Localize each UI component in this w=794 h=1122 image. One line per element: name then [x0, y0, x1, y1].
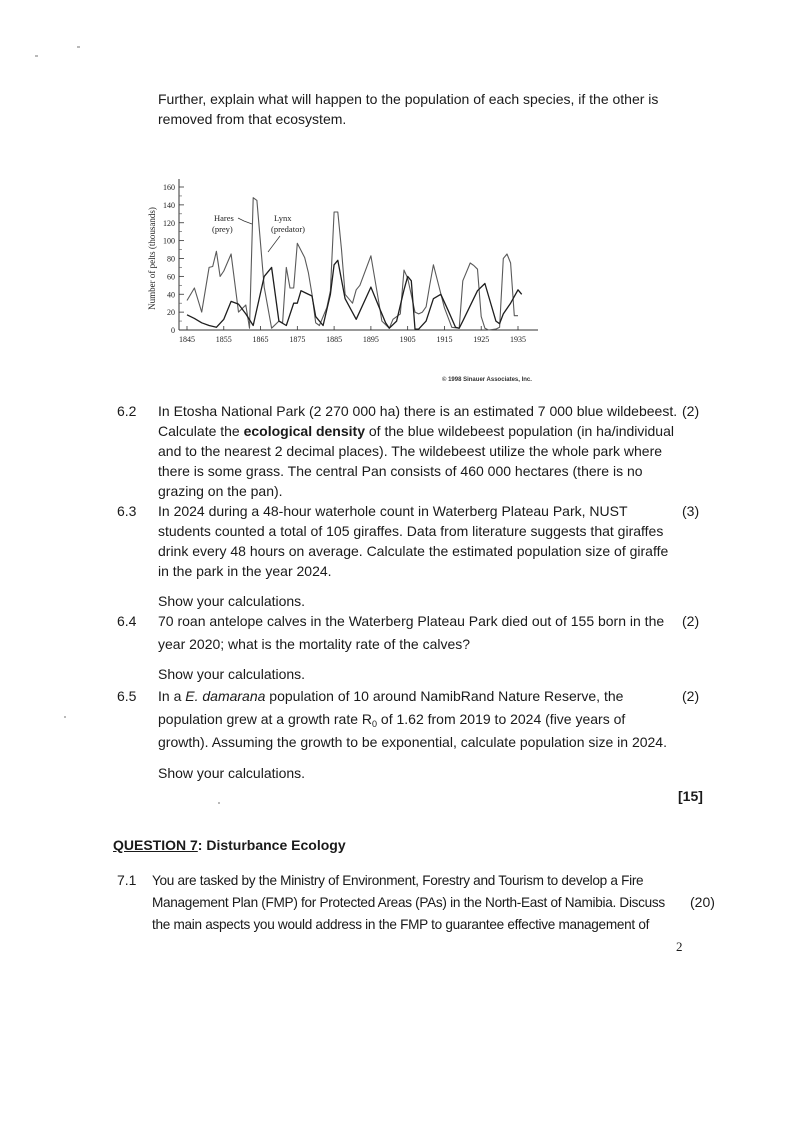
x-tick-label: 1845: [179, 335, 195, 344]
y-tick-label: 140: [163, 200, 175, 210]
text-run: and to the nearest 2 decimal places). The wildebeest utilize the whole park where: [158, 443, 663, 459]
heading-title: : Disturbance Ecology: [197, 837, 346, 853]
lynx-annotation-sub: (predator): [271, 224, 305, 234]
question-marks: (2): [682, 613, 700, 629]
text-line: [158, 686, 674, 706]
y-tick-label: 120: [163, 218, 175, 228]
y-tick-label: 40: [167, 290, 175, 300]
question-marks: (2): [682, 403, 700, 419]
text-run: In Etosha National Park (2 270 000 ha) there is an estimated 7 000 blue wildebeest.: [158, 403, 678, 419]
hares-annotation-sub: (prey): [212, 224, 233, 234]
question-number: 7.1: [117, 872, 137, 888]
chart-credit: © 1998 Sinauer Associates, Inc.: [442, 377, 532, 383]
question-6-3-text: [158, 501, 674, 581]
instruction-line: Show your calculations.: [158, 765, 306, 781]
x-tick-label: 1915: [436, 335, 453, 344]
text-line: [158, 441, 674, 461]
y-axis-label: Number of pelts (thousands): [147, 207, 157, 310]
x-tick-label: 1935: [510, 335, 526, 344]
text-line: Management Plan (FMP) for Protected Areas (PAs) in the North-East of Namibia. Discuss: [152, 895, 665, 910]
text-line: [158, 461, 674, 481]
question-6-4-text-cont: [158, 634, 674, 654]
scan-speck: [77, 46, 80, 48]
text-line: You are tasked by the Ministry of Environment, Forestry and Tourism to develop a Fire: [152, 873, 644, 888]
scan-speck: [64, 716, 66, 718]
question-marks: (2): [682, 688, 700, 704]
y-tick-label: 80: [167, 254, 175, 264]
y-tick-label: 0: [171, 326, 175, 335]
question-7-heading: [113, 835, 346, 855]
question-number: 6.3: [117, 503, 137, 519]
question-6-5-text-2: [158, 709, 674, 729]
instruction-line: Show your calculations.: [158, 666, 306, 682]
text-run: population grew at a growth rate R: [158, 711, 373, 727]
text-run: population of 10 around NamibRand Nature Reserve, the: [265, 688, 624, 704]
species-name: E. damarana: [185, 688, 266, 704]
question-6-3-instruction: [158, 591, 674, 611]
text-line: [158, 709, 674, 729]
question-number: 6.2: [117, 403, 137, 419]
text-line: [158, 421, 674, 441]
question-marks: (20): [690, 894, 715, 910]
question-6-4-instruction: [158, 664, 674, 684]
heading-label: QUESTION 7: [113, 837, 198, 853]
text-line: year 2020; what is the mortality rate of the calves?: [158, 636, 471, 652]
text-line: 70 roan antelope calves in the Waterberg Plateau Park died out of 155 born in the: [158, 613, 665, 629]
x-tick-label: 1925: [473, 335, 490, 344]
text-run: there is some grass. The central Pan consists of 460 000 hectares (there is no: [158, 463, 643, 479]
x-tick-label: 1905: [399, 335, 416, 344]
question-number: 6.4: [117, 613, 137, 629]
question-marks: (3): [682, 503, 700, 519]
text-run: of the blue wildebeest population (in ha/individual: [364, 423, 674, 439]
x-tick-label: 1875: [289, 335, 306, 344]
chart-svg: [140, 172, 560, 362]
lynx-leader: [268, 236, 280, 252]
question-6-2-text: [158, 401, 678, 501]
question-7-1-text: [152, 870, 682, 936]
text-run: of 1.62 from 2019 to 2024 (five years of: [377, 711, 626, 727]
y-tick-label: 60: [167, 272, 175, 282]
text-line: [158, 401, 678, 421]
bold-term: ecological density: [243, 423, 365, 439]
question-6-5-text-3: [158, 732, 674, 752]
question-6-5-instruction: [158, 763, 674, 783]
text-line: [158, 481, 674, 501]
x-tick-label: 1865: [252, 335, 269, 344]
page-number: 2: [676, 939, 683, 954]
x-tick-label: 1855: [215, 335, 232, 344]
text-run: grazing on the pan).: [158, 483, 283, 499]
y-tick-label: 20: [167, 308, 175, 318]
text-line: In 2024 during a 48-hour waterhole count in Waterberg Plateau Park, NUST: [158, 503, 628, 519]
x-tick-label: 1885: [326, 335, 343, 344]
intro-line: Further, explain what will happen to the population of each species, if the other is: [158, 91, 659, 107]
intro-paragraph: [158, 89, 698, 129]
y-tick-label: 160: [163, 183, 175, 192]
text-line: students counted a total of 105 giraffes. Data from literature suggests that giraffes: [158, 523, 664, 539]
scan-speck: [35, 55, 38, 57]
text-line: drink every 48 hours on average. Calculate the estimated population size of giraffe: [158, 543, 669, 559]
x-tick-label: 1895: [362, 335, 379, 344]
y-tick-label: 100: [163, 236, 175, 246]
text-line: the main aspects you would address in the FMP to guarantee effective management of: [152, 917, 650, 932]
predator-prey-chart: [140, 172, 560, 362]
question-6-5-text: [158, 686, 674, 706]
intro-line: removed from that ecosystem.: [158, 111, 347, 127]
text-line: growth). Assuming the growth to be exponential, calculate population size in 2024.: [158, 734, 667, 750]
scan-speck: [218, 802, 220, 804]
section-total: [15]: [678, 788, 703, 804]
text-run: Calculate the: [158, 423, 244, 439]
lynx-annotation: Lynx: [274, 213, 292, 223]
instruction-line: Show your calculations.: [158, 593, 306, 609]
text-line: in the park in the year 2024.: [158, 563, 332, 579]
text-run: In a: [158, 688, 186, 704]
hares-annotation: Hares: [214, 213, 234, 223]
question-6-4-text: [158, 611, 674, 631]
question-number: 6.5: [117, 688, 137, 704]
subscript: 0: [372, 719, 378, 729]
hares-leader: [238, 218, 252, 224]
